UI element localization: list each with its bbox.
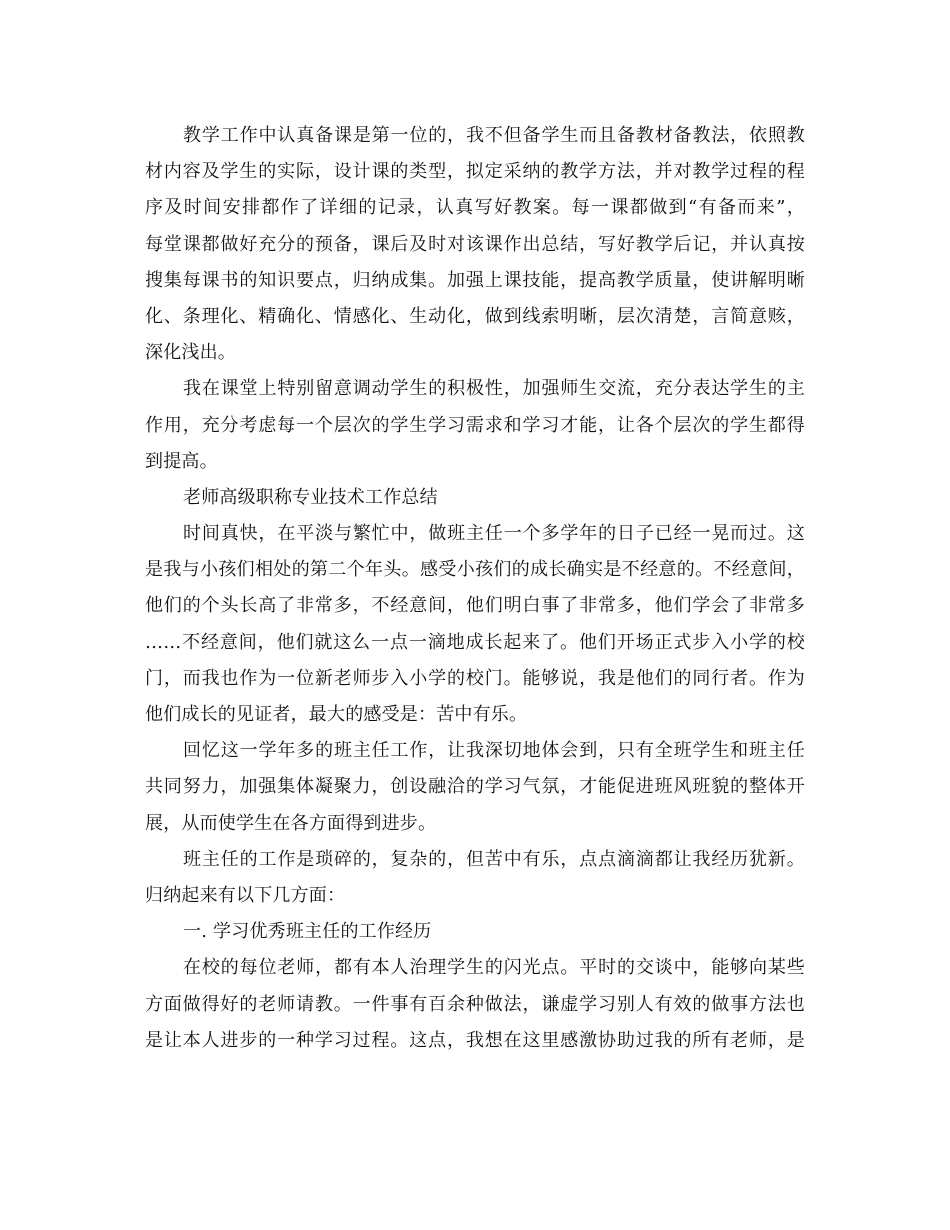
text-line-21: 班主任的工作是琐碎的，复杂的，但苦中有乐，点点滴滴都让我经历犹新。 [183, 848, 805, 870]
text-line-6: 化、条理化、精确化、情感化、生动化，做到线索明晰，层次清楚，言简意赅， [145, 305, 805, 327]
text-line-18: 回忆这一学年多的班主任工作，让我深切地体会到，只有全班学生和班主任 [183, 740, 805, 762]
text-line-7: 深化浅出。 [145, 342, 236, 364]
text-line-24: 在校的每位老师，都有本人治理学生的闪光点。平时的交谈中，能够向某些 [183, 957, 805, 979]
text-line-15: ……不经意间，他们就这么一点一滴地成长起来了。他们开场正式步入小学的校 [145, 631, 805, 653]
text-line-4: 每堂课都做好充分的预备，课后及时对该课作出总结，写好教学后记，并认真按 [145, 233, 805, 255]
text-line-17: 他们成长的见证者，最大的感受是：苦中有乐。 [145, 704, 528, 725]
text-line-12: 时间真快，在平淡与繁忙中，做班主任一个多学年的日子已经一晃而过。这 [183, 523, 805, 545]
text-line-8: 我在课堂上特别留意调动学生的积极性，加强师生交流，充分表达学生的主 [183, 378, 805, 400]
text-line-19: 共同努力，加强集体凝聚力，创设融洽的学习气氛，才能促进班风班貌的整体开 [145, 776, 805, 798]
text-line-14: 他们的个头长高了非常多，不经意间，他们明白事了非常多，他们学会了非常多 [145, 595, 805, 617]
text-line-1: 教学工作中认真备课是第一位的，我不但备学生而且备教材备教法，依照教 [183, 125, 805, 146]
text-line-13: 是我与小孩们相处的第二个年头。感受小孩们的成长确实是不经意的。不经意间， [145, 559, 805, 581]
text-line-26: 是让本人进步的一种学习过程。这点，我想在这里感激协助过我的所有老师，是 [145, 1029, 805, 1051]
text-line-20: 展，从而使学生在各方面得到进步。 [145, 812, 437, 834]
text-line-3: 序及时间安排都作了详细的记录，认真写好教案。每一课都做到“有备而来”， [145, 197, 805, 219]
text-line-2: 材内容及学生的实际，设计课的类型，拟定采纳的教学方法，并对教学过程的程 [145, 161, 805, 183]
section-title: 老师高级职称专业技术工作总结 [183, 486, 438, 508]
text-line-16: 门，而我也作为一位新老师步入小学的校门。能够说，我是他们的同行者。作为 [145, 667, 805, 689]
text-line-25: 方面做得好的老师请教。一件事有百余种做法，谦虚学习别人有效的做事方法也 [145, 993, 805, 1015]
document-body [145, 118, 805, 1059]
text-line-5: 搜集每课书的知识要点，归纳成集。加强上课技能，提高教学质量，使讲解明晰 [145, 269, 805, 291]
subheading: 一. 学习优秀班主任的工作经历 [183, 921, 432, 943]
text-line-22: 归纳起来有以下几方面： [145, 884, 346, 906]
text-line-10: 到提高。 [145, 450, 218, 472]
text-line-9: 作用，充分考虑每一个层次的学生学习需求和学习才能，让各个层次的学生都得 [145, 414, 805, 436]
